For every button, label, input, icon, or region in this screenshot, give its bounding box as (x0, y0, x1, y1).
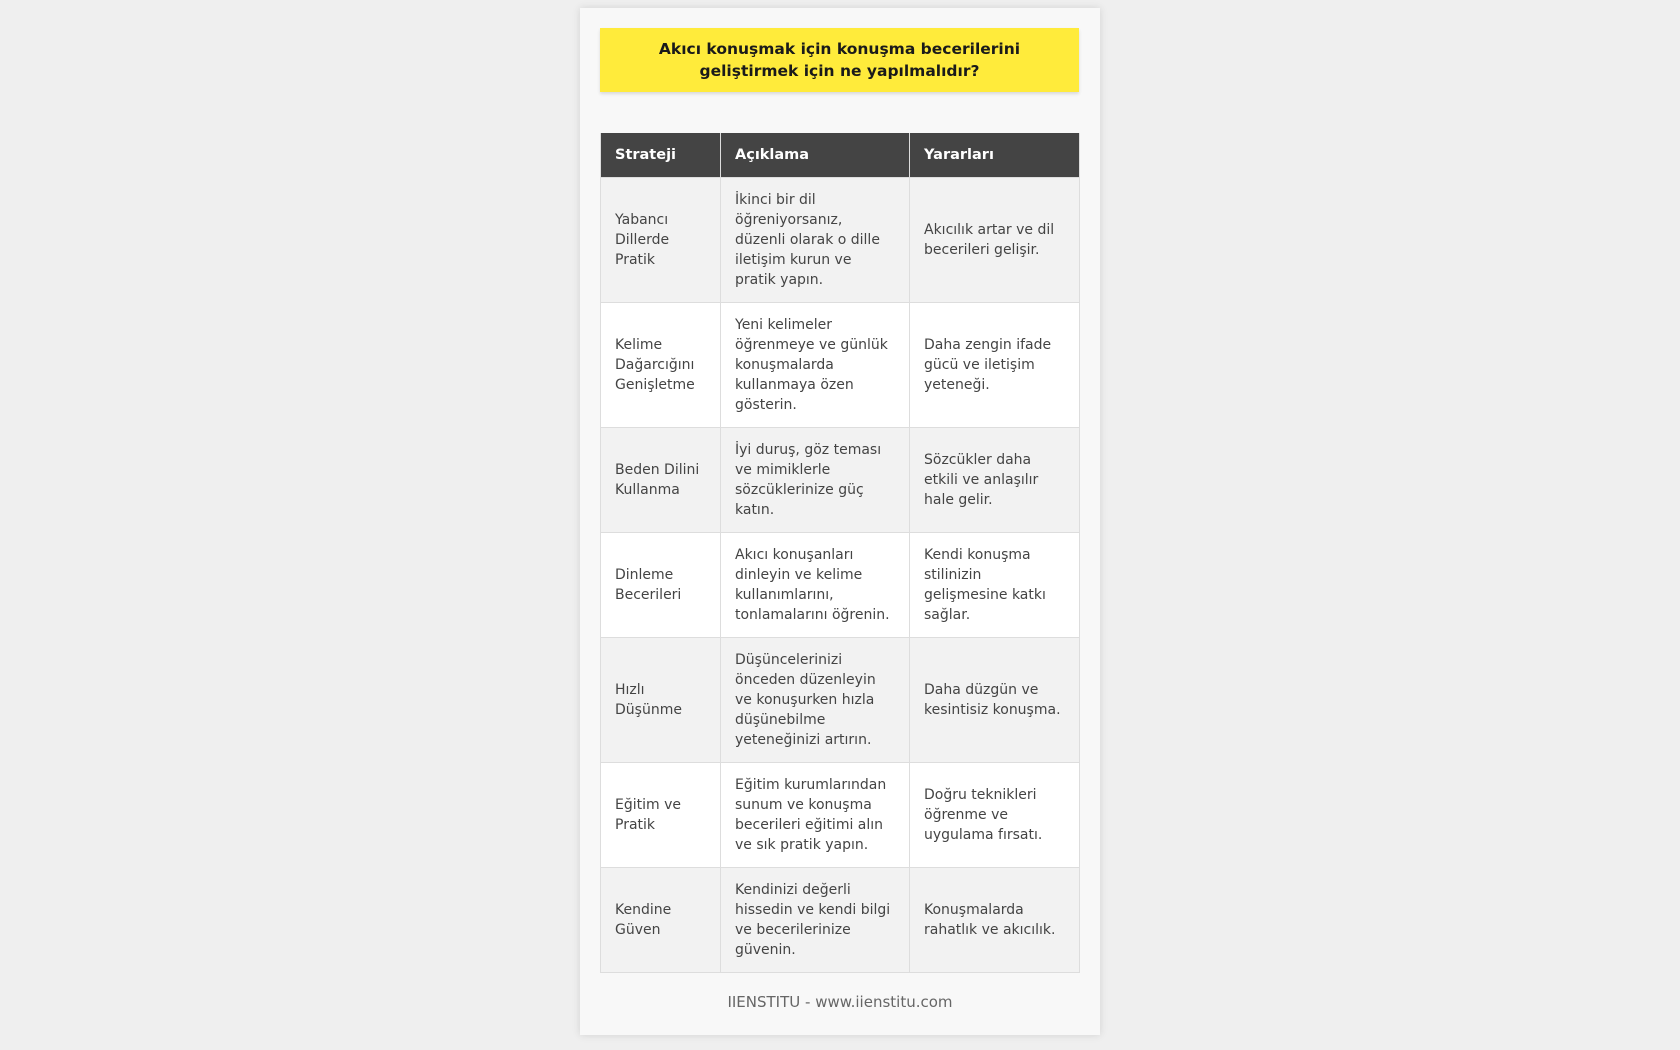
cell-strategy: Dinleme Becerileri (601, 532, 721, 637)
cell-description: Akıcı konuşanları dinleyin ve kelime kullanımlarını, tonlamalarını öğrenin. (721, 532, 910, 637)
cell-strategy: Hızlı Düşünme (601, 637, 721, 762)
header-strategy: Strateji (601, 133, 721, 177)
title-banner (600, 28, 1079, 92)
cell-description: Düşüncelerinizi önceden düzenleyin ve konuşurken hızla düşünebilme yeteneğinizi artırın. (721, 637, 910, 762)
page-title: Akıcı konuşmak için konuşma becerilerini geliştirmek için ne yapılmalıdır? (658, 40, 1021, 80)
cell-benefits: Akıcılık artar ve dil becerileri gelişir. (910, 177, 1080, 302)
content-card (580, 8, 1100, 1035)
table-row (601, 867, 1080, 972)
table-header-row (601, 133, 1080, 177)
table-row (601, 762, 1080, 867)
table-row (601, 637, 1080, 762)
cell-benefits: Doğru teknikleri öğrenme ve uygulama fırsatı. (910, 762, 1080, 867)
cell-description: Kendinizi değerli hissedin ve kendi bilgi ve becerilerinize güvenin. (721, 867, 910, 972)
cell-strategy: Beden Dilini Kullanma (601, 427, 721, 532)
cell-benefits: Konuşmalarda rahatlık ve akıcılık. (910, 867, 1080, 972)
table-row (601, 427, 1080, 532)
cell-benefits: Daha düzgün ve kesintisiz konuşma. (910, 637, 1080, 762)
cell-strategy: Kendine Güven (601, 867, 721, 972)
cell-description: İyi duruş, göz teması ve mimiklerle sözcüklerinize güç katın. (721, 427, 910, 532)
cell-strategy: Kelime Dağarcığını Genişletme (601, 302, 721, 427)
header-benefits: Yararları (910, 133, 1080, 177)
strategy-table (600, 133, 1080, 973)
cell-description: Eğitim kurumlarından sunum ve konuşma becerileri eğitimi alın ve sık pratik yapın. (721, 762, 910, 867)
header-description: Açıklama (721, 133, 910, 177)
cell-benefits: Daha zengin ifade gücü ve iletişim yeteneği. (910, 302, 1080, 427)
cell-strategy: Yabancı Dillerde Pratik (601, 177, 721, 302)
table-row (601, 177, 1080, 302)
table-row (601, 302, 1080, 427)
cell-strategy: Eğitim ve Pratik (601, 762, 721, 867)
cell-benefits: Sözcükler daha etkili ve anlaşılır hale gelir. (910, 427, 1080, 532)
table-row (601, 532, 1080, 637)
footer-credit: IIENSTITU - www.iienstitu.com (727, 993, 953, 1011)
cell-description: Yeni kelimeler öğrenmeye ve günlük konuşmalarda kullanmaya özen gösterin. (721, 302, 910, 427)
cell-benefits: Kendi konuşma stilinizin gelişmesine katkı sağlar. (910, 532, 1080, 637)
cell-description: İkinci bir dil öğreniyorsanız, düzenli olarak o dille iletişim kurun ve pratik yapın. (721, 177, 910, 302)
